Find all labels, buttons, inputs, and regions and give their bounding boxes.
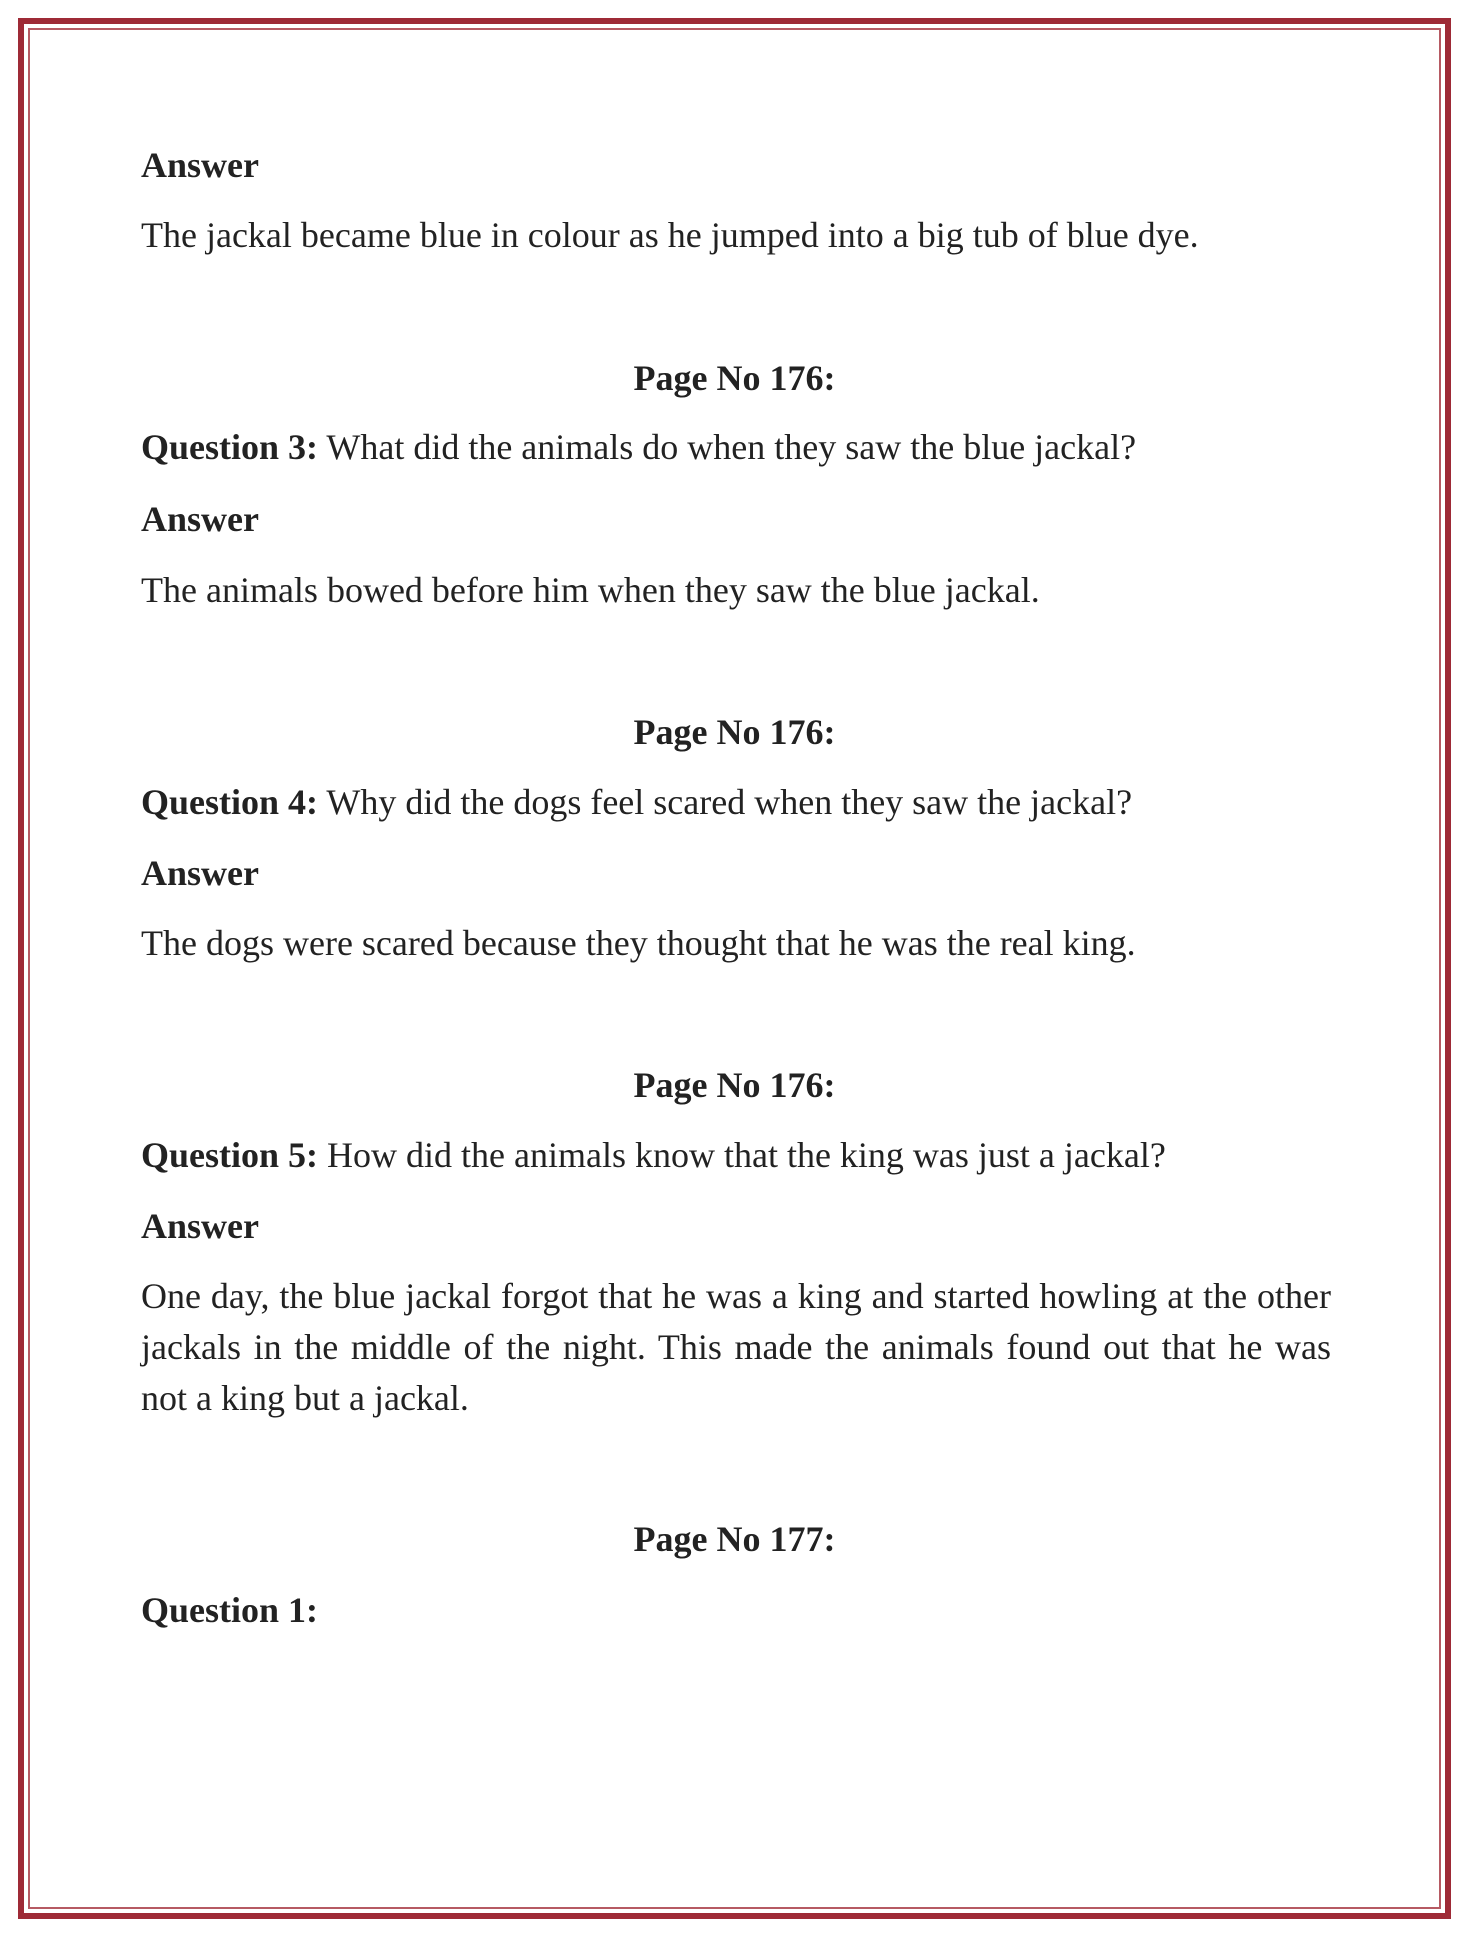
page-heading: Page No 176: [633, 358, 836, 398]
question-label: Question 4: [141, 782, 319, 822]
question [141, 422, 1136, 473]
question-text: What did the animals do when they saw the blue jackal? [318, 427, 1137, 467]
answer-text: One day, the blue jackal forgot that he was a king and started howling at the other jackals in the middle of the night. This made the animals found out that he was not a king but a jackal. [141, 1276, 1331, 1418]
question-label: Question 5: [141, 1135, 319, 1175]
question-label: Question 3: [141, 427, 319, 467]
question-label: Question 1: [141, 1590, 319, 1630]
answer-text: The jackal became blue in colour as he jumped into a big tub of blue dye. [141, 215, 1199, 255]
page-heading: Page No 176: [633, 712, 836, 752]
answer-text: The animals bowed before him when they saw the blue jackal. [141, 570, 1040, 610]
question-text: How did the animals know that the king was just a jackal? [318, 1135, 1166, 1175]
answer-text: The dogs were scared because they thought that he was the real king. [141, 923, 1136, 963]
answer-label: Answer [141, 1206, 259, 1246]
answer-label: Answer [141, 499, 259, 539]
page-heading: Page No 176: [633, 1065, 836, 1105]
question-text: Why did the dogs feel scared when they saw the jackal? [318, 782, 1133, 822]
question [141, 1130, 1166, 1181]
answer-label: Answer [141, 853, 259, 893]
page-heading: Page No 177: [633, 1519, 836, 1559]
question [141, 777, 1132, 828]
answer-label: Answer [141, 145, 259, 185]
